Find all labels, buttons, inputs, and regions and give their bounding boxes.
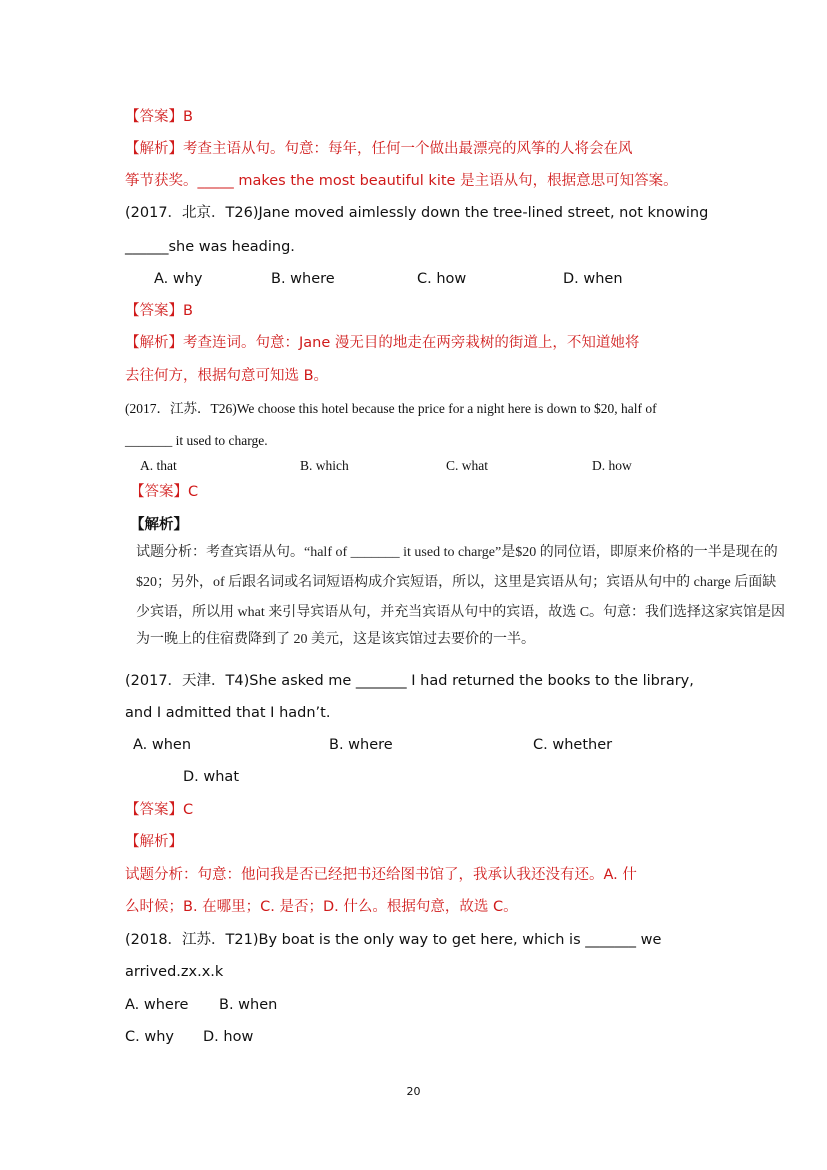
option: A. why	[154, 271, 203, 287]
option: D. how	[592, 458, 632, 473]
analysis-line: 少宾语，所以用 what 来引导宾语从句，并充当宾语从句中的宾语，故选 C。句意：我们选择这家宾馆是因	[136, 605, 786, 620]
question-stem: (2017．天津．T4)She asked me _______ I had returned the books to the library,	[125, 673, 694, 689]
option: D. how	[203, 1029, 254, 1045]
page-number: 20	[406, 1085, 421, 1098]
answer-q1: 【答案】B	[125, 109, 193, 125]
analysis-label: 【解析】	[130, 517, 188, 533]
option: D. what	[183, 769, 240, 785]
answer: 【答案】C	[130, 484, 199, 500]
option: B. when	[219, 997, 278, 1013]
option: A. when	[133, 737, 192, 753]
question-stem: (2018．江苏．T21)By boat is the only way to get here, which is _______ we	[125, 932, 662, 948]
analysis-line: 【解析】考查连词。句意：Jane 漫无目的地走在两旁栽树的街道上，不知道她将	[125, 335, 640, 351]
option: A. where	[125, 997, 189, 1013]
option: C. how	[417, 271, 467, 287]
analysis-line: 试题分析：句意：他问我是否已经把书还给图书馆了，我承认我还没有还。A. 什	[125, 867, 637, 883]
option: B. where	[329, 737, 393, 753]
analysis-line: $20；另外，of 后跟名词或名词短语构成介宾短语，所以，这里是宾语从句；宾语从句中的 charge 后面缺	[136, 575, 777, 590]
question-stem: (2017．江苏．T26)We choose this hotel because the price for a night here is down to $20, half of	[125, 401, 657, 416]
question-stem: _______ it used to charge.	[125, 433, 268, 448]
analysis-line: 么时候；B. 在哪里；C. 是否；D. 什么。根据句意，故选 C。	[125, 899, 518, 915]
analysis-line: 去往何方，根据句意可知选 B。	[125, 368, 329, 384]
analysis-label: 【解析】	[125, 834, 183, 850]
option: C. whether	[533, 737, 613, 753]
answer: 【答案】C	[125, 802, 194, 818]
question-stem: (2017．北京．T26)Jane moved aimlessly down the tree-lined street, not knowing	[125, 205, 709, 221]
option: C. what	[446, 458, 488, 473]
option: C. why	[125, 1029, 174, 1045]
analysis-line: 为一晚上的住宿费降到了 20 美元，这是该宾馆过去要价的一半。	[136, 632, 535, 647]
option: D. when	[563, 271, 623, 287]
analysis-q1-line: 【解析】考查主语从句。句意：每年，任何一个做出最漂亮的风筝的人将会在风	[125, 141, 633, 157]
analysis-q1-line: 筝节获奖。_____ makes the most beautiful kite 是主语从句，根据意思可知答案。	[125, 173, 678, 189]
question-stem: and I admitted that I hadn’t.	[125, 705, 331, 721]
option: B. where	[271, 271, 335, 287]
question-stem: ______she was heading.	[125, 239, 295, 255]
answer: 【答案】B	[125, 303, 193, 319]
option: B. which	[300, 458, 349, 473]
question-stem: arrived.zx.x.k	[125, 964, 224, 980]
option: A. that	[140, 458, 177, 473]
analysis-line: 试题分析：考查宾语从句。“half of _______ it used to charge”是$20 的同位语，即原来价格的一半是现在的	[136, 545, 778, 560]
